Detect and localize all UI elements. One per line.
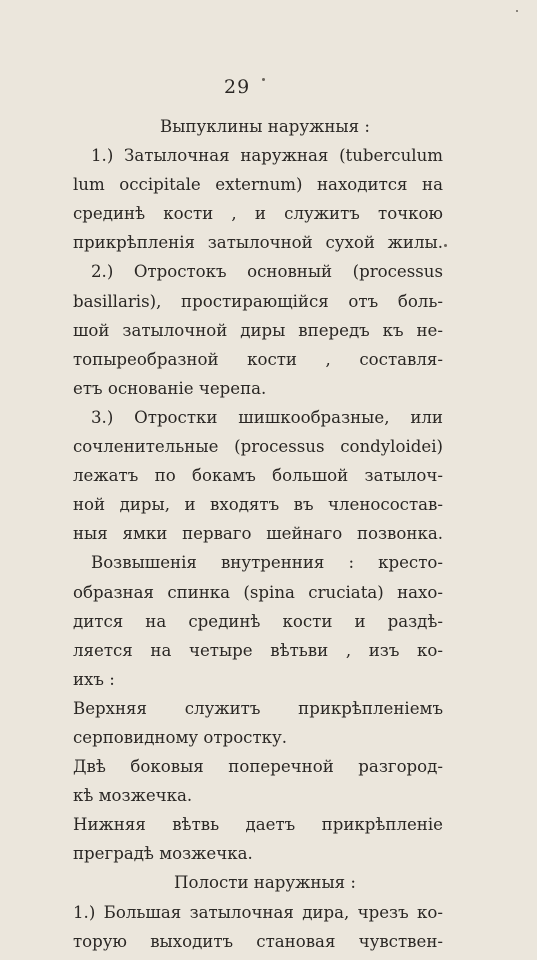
text-line: ной диры, и входятъ въ членосостав- — [73, 495, 443, 515]
text-line: сочленительные (processus condyloidei) — [73, 437, 443, 457]
text-line: топыреобразной кости , составля- — [73, 349, 443, 369]
text-line: 1.) Затылочная наружная (tuberculum — [91, 146, 443, 166]
text-line: етъ основаніе черепа. — [73, 378, 267, 398]
text-line: дится на срединѣ кости и раздѣ- — [73, 611, 443, 631]
section-heading: Выпуклины наружныя : — [160, 117, 370, 136]
text-line: Возвышенія внутренния : кресто- — [91, 553, 443, 573]
text-line: Нижняя вѣтвь даетъ прикрѣпленіе — [73, 815, 443, 835]
text-line: ляется на четыре вѣтьви , изъ ко- — [73, 640, 443, 660]
text-line: образная спинка (spina cruciata) нахо- — [73, 582, 443, 602]
text-line: шой затылочной диры впередъ къ не- — [73, 320, 443, 340]
text-line: lum occipitale externum) находится на — [73, 175, 443, 195]
section-heading: Полости наружныя : — [173, 873, 356, 893]
ink-speck — [262, 78, 265, 81]
text-line: ныя ямки перваго шейнаго позвонка. — [73, 524, 443, 544]
text-line: Двѣ боковыя поперечной разгород- — [73, 757, 443, 777]
ink-speck — [516, 10, 518, 12]
text-line: 3.) Отростки шишкообразные, или — [91, 407, 443, 427]
text-line: торую выходитъ становая чувствен- — [73, 931, 443, 951]
text-line: basillaris), простирающійся отъ боль- — [73, 291, 443, 311]
page-number: 29 — [224, 76, 251, 98]
text-line: 1.) Большая затылочная дира, чрезъ ко- — [73, 902, 443, 922]
text-line: прикрѣпленія затылочной сухой жилы. — [73, 233, 443, 253]
text-line: срединѣ кости , и служитъ точкою — [73, 204, 443, 224]
text-line: серповидному отростку. — [73, 727, 288, 747]
text-line: 2.) Отростокъ основный (processus — [91, 262, 443, 282]
text-line: Верхняя служитъ прикрѣпленіемъ — [73, 698, 443, 718]
ink-speck — [444, 244, 447, 247]
text-line: преградѣ мозжечка. — [73, 844, 253, 864]
text-line: кѣ мозжечка. — [73, 786, 193, 806]
text-line: лежатъ по бокамъ большой затылоч- — [73, 466, 443, 486]
page-body-text — [73, 112, 443, 956]
text-line: ихъ : — [73, 669, 115, 689]
